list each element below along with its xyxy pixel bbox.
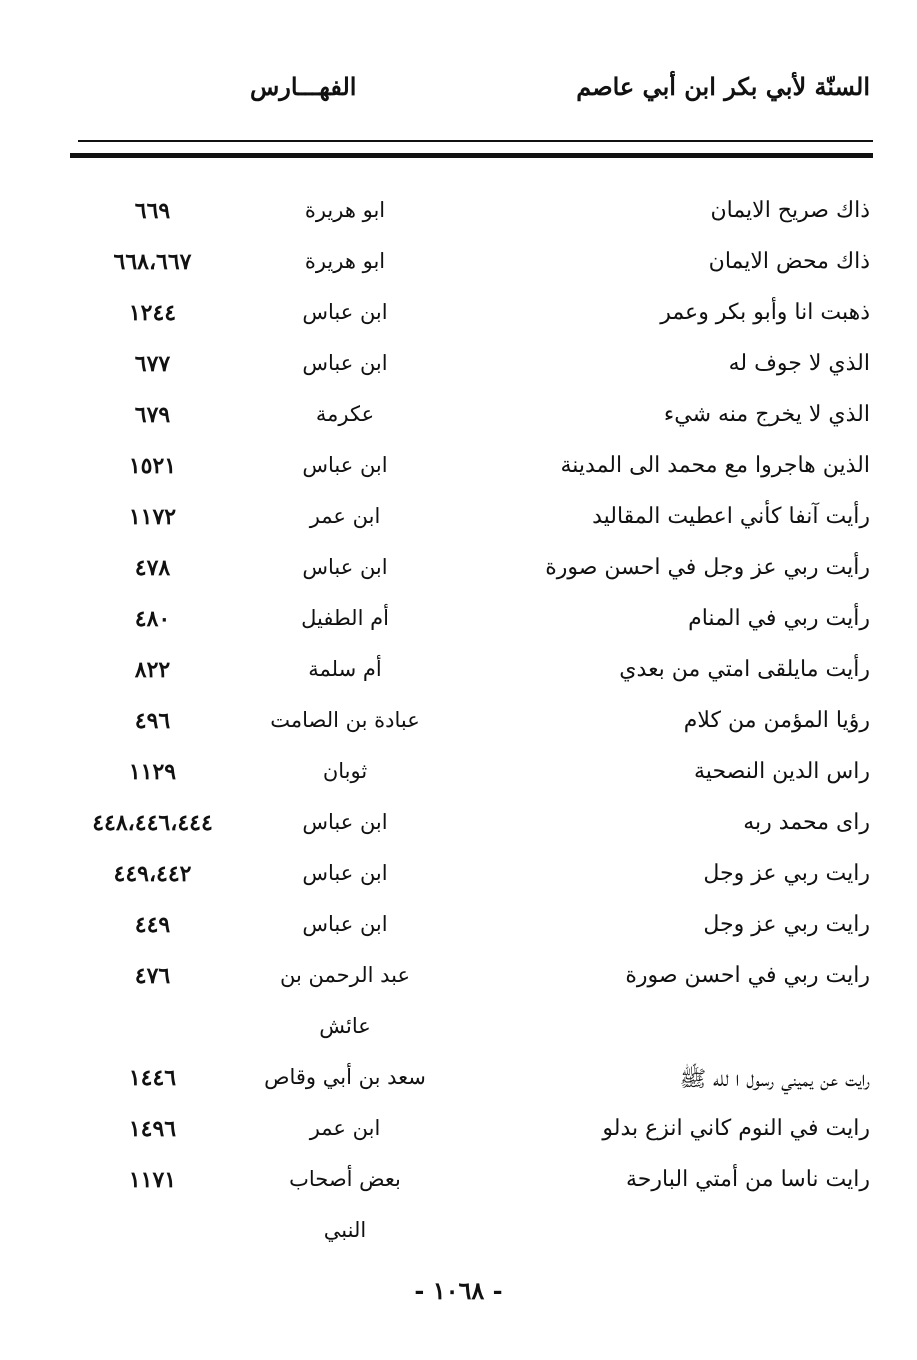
hadith-phrase: رأيت ربي عز وجل في احسن صورة <box>545 555 870 580</box>
narrator-name: عبادة بن الصامت <box>270 708 420 732</box>
narrator-name: ابن عباس <box>302 300 388 324</box>
hadith-phrase: رايت ربي عز وجل <box>703 912 870 937</box>
index-row <box>60 598 870 649</box>
narrator-name: عكرمة <box>315 402 375 426</box>
narrator-name: ابن عباس <box>302 453 388 477</box>
narrator-name: أم سلمة <box>308 657 382 681</box>
hadith-number: ١٥٢١ <box>128 453 177 479</box>
hadith-number: ١٤٩٦ <box>128 1116 177 1142</box>
index-row <box>60 496 870 547</box>
hadith-number: ٤٤٩،٤٤٢ <box>113 861 192 887</box>
header-rule-thick <box>70 153 873 158</box>
hadith-phrase: ذاك صريح الايمان <box>710 198 870 223</box>
narrator-name: أم الطفيل <box>301 606 389 630</box>
hadith-number: ١١٧١ <box>128 1167 177 1193</box>
index-row <box>60 394 870 445</box>
index-row <box>60 751 870 802</box>
narrator-name: ابن عمر <box>309 504 381 528</box>
hadith-number: ٦٦٩ <box>134 198 171 224</box>
narrator-name: بعض أصحاب <box>289 1167 401 1191</box>
hadith-phrase: رايت ربي عز وجل <box>703 861 870 886</box>
hadith-number: ٤٩٦ <box>134 708 171 734</box>
hadith-phrase: راى محمد ربه <box>743 810 870 835</box>
hadith-number: ١٤٤٦ <box>128 1065 177 1091</box>
hadith-phrase: رايت عن يميني رسول ا لله ﷺ <box>679 1067 870 1092</box>
hadith-phrase: رأيت ربي في المنام <box>688 606 870 631</box>
narrator-name: ابن عباس <box>302 810 388 834</box>
index-row <box>60 190 870 241</box>
narrator-name: ابن عمر <box>309 1116 381 1140</box>
hadith-number: ٤٤٩ <box>134 912 171 938</box>
index-row <box>60 1057 870 1108</box>
narrator-name: ابن عباس <box>302 351 388 375</box>
hadith-phrase: الذي لا يخرج منه شيء <box>663 402 870 427</box>
hadith-phrase: رايت ناسا من أمتي البارحة <box>626 1167 870 1192</box>
index-row <box>60 802 870 853</box>
hadith-number: ١١٢٩ <box>128 759 177 785</box>
narrator-name: عبد الرحمن بن <box>280 963 410 987</box>
index-list <box>60 190 870 1261</box>
index-row <box>60 700 870 751</box>
index-row <box>60 343 870 394</box>
hadith-number: ٨٢٢ <box>134 657 171 683</box>
hadith-phrase: رؤيا المؤمن من كلام <box>683 708 870 733</box>
index-row <box>60 1210 870 1261</box>
page-number: - ١٠٦٨ - <box>414 1276 503 1305</box>
narrator-name: ثوبان <box>322 759 368 783</box>
hadith-number: ٤٤٨،٤٤٦،٤٤٤ <box>92 810 213 836</box>
narrator-name: النبي <box>323 1218 367 1242</box>
hadith-phrase: رأيت آنفا كأني اعطيت المقاليد <box>592 504 870 529</box>
hadith-number: ٦٧٧ <box>134 351 171 377</box>
narrator-name: ابن عباس <box>302 555 388 579</box>
narrator-name: ابو هريرة <box>304 198 386 222</box>
section-title: الفهـــارس <box>250 72 357 101</box>
index-row <box>60 1108 870 1159</box>
narrator-name: ابو هريرة <box>304 249 386 273</box>
hadith-number: ٦٧٩ <box>134 402 171 428</box>
header-rule-thin <box>78 140 873 142</box>
hadith-phrase: ذهبت انا وأبو بكر وعمر <box>660 300 870 325</box>
index-row <box>60 1159 870 1210</box>
hadith-number: ٤٧٨ <box>134 555 171 581</box>
hadith-phrase: ذاك محض الايمان <box>708 249 870 274</box>
hadith-number: ١١٧٢ <box>128 504 177 530</box>
index-row <box>60 649 870 700</box>
index-row <box>60 904 870 955</box>
index-row <box>60 292 870 343</box>
hadith-phrase: الذي لا جوف له <box>728 351 870 376</box>
page-header <box>70 72 870 116</box>
hadith-phrase: الذين هاجروا مع محمد الى المدينة <box>560 453 870 478</box>
hadith-number: ١٢٤٤ <box>128 300 177 326</box>
hadith-number: ٤٧٦ <box>134 963 171 989</box>
hadith-number: ٤٨٠ <box>134 606 171 632</box>
narrator-name: عائش <box>319 1014 371 1038</box>
hadith-phrase: رأيت مايلقى امتي من بعدي <box>619 657 870 682</box>
index-row <box>60 853 870 904</box>
index-row <box>60 1006 870 1057</box>
narrator-name: سعد بن أبي وقاص <box>264 1065 426 1089</box>
hadith-phrase: رايت ربي في احسن صورة <box>625 963 870 988</box>
hadith-phrase: رايت في النوم كاني انزع بدلو <box>602 1116 870 1141</box>
narrator-name: ابن عباس <box>302 861 388 885</box>
hadith-number: ٦٦٨،٦٦٧ <box>113 249 192 275</box>
index-row <box>60 241 870 292</box>
index-row <box>60 445 870 496</box>
narrator-name: ابن عباس <box>302 912 388 936</box>
book-title: السنّة لأبي بكر ابن أبي عاصم <box>576 72 870 101</box>
index-row <box>60 547 870 598</box>
hadith-phrase: راس الدين النصحية <box>694 759 870 784</box>
index-row <box>60 955 870 1006</box>
